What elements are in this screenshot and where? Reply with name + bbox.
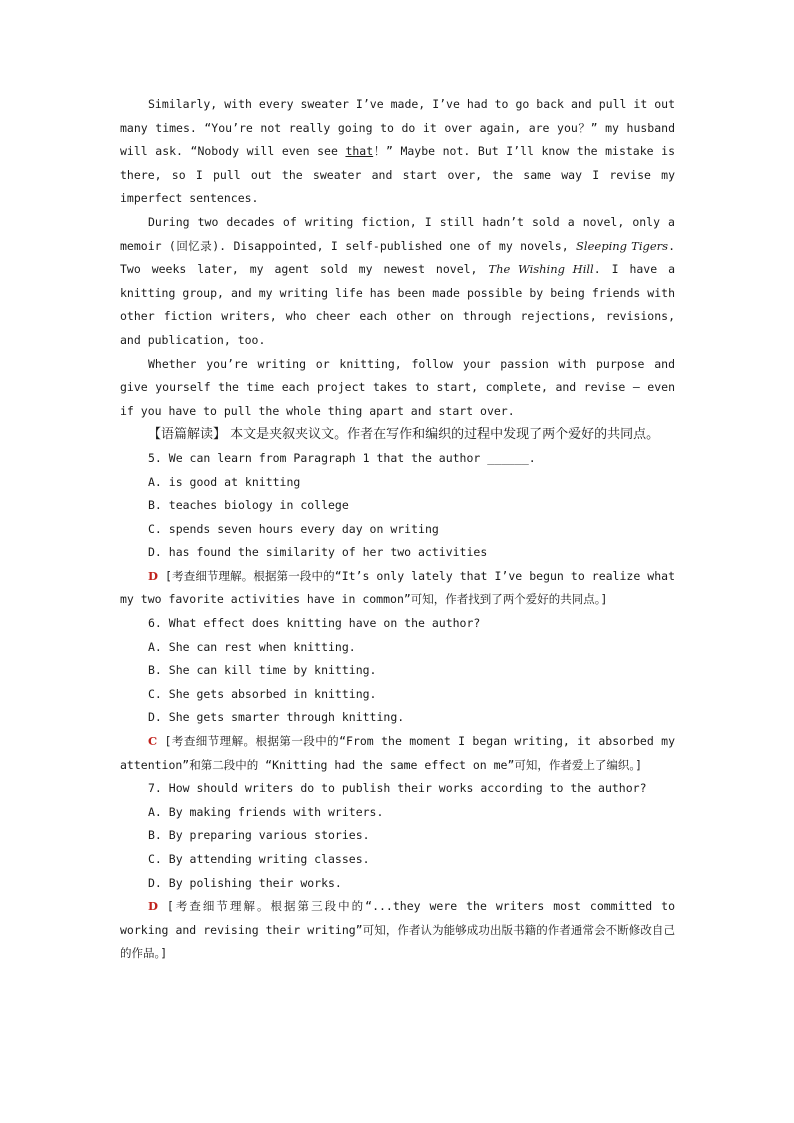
paragraph-5: [120, 211, 675, 353]
option-a: A. By making friends with writers.: [148, 804, 384, 819]
text-run: During two decades of writing fiction, I still hadn’t sold a novel, only a memoir (回忆录). Disappointed, I self-published one of my novels,: [120, 214, 675, 253]
explanation-text: [考查细节理解。根据第一段中的“It’s only lately that I’ve begun to realize what my two favorite activities have in common”可知，作者找到了两个爱好的共同点。]: [120, 568, 675, 607]
answer-letter: C: [148, 734, 158, 749]
underlined-word: that: [345, 144, 374, 159]
option-c: C. She gets absorbed in knitting.: [148, 686, 377, 701]
question-5: [120, 447, 675, 612]
option-c: C. By attending writing classes.: [148, 852, 370, 866]
option-d: D. has found the similarity of her two activities: [148, 545, 488, 560]
question-6: [120, 612, 675, 777]
question-7: [120, 777, 675, 966]
text-run: Similarly, with every sweater I’ve made, I’ve had to go back and pull it out many times. “You’re not really going to do it over again, are you？” my husband will ask. “Nobody will even see: [120, 97, 675, 159]
text-run: ！” Maybe not. But I’ll know the mistake is there, so I pull out the sweater and start over, the same way I revise my imperfect sentences.: [120, 144, 675, 206]
answer-letter: D: [148, 899, 158, 914]
answer-explanation: [120, 565, 675, 612]
explanation-text: [考查细节理解。根据第一段中的“From the moment I began writing, it absorbed my attention”和第二段中的 “Knitting had the same effect on me”可知，作者爱上了编织。]: [120, 734, 675, 772]
option-a: A. She can rest when knitting.: [148, 639, 356, 654]
text-run: . Two weeks later, my agent sold my newest novel,: [120, 238, 676, 277]
answer-letter: D: [148, 568, 158, 583]
book-title: The Wishing Hill: [488, 262, 594, 277]
paragraph-4: [120, 93, 675, 211]
answer-explanation: [120, 895, 675, 966]
book-title: Sleeping Tigers: [576, 238, 669, 253]
analysis-text: 本文是夹叙夹议文。作者在写作和编织的过程中发现了两个爱好的共同点。: [226, 427, 660, 443]
option-a: A. is good at knitting: [148, 474, 301, 489]
paragraph-6: Whether you’re writing or knitting, follow your passion with purpose and give yourself the time each project takes to start, complete, and revise — even if you have to pull the whole thing apart and start over.: [120, 356, 675, 418]
answer-explanation: [120, 730, 675, 777]
option-b: B. By preparing various stories.: [148, 828, 370, 843]
analysis-note: [120, 423, 675, 447]
text-run: . I have a knitting group, and my writing life has been made possible by being friends with other fiction writers, who cheer each other on through rejections, revisions, and publication, too.: [120, 262, 675, 347]
question-stem: 5. We can learn from Paragraph 1 that the author ______.: [148, 450, 536, 465]
analysis-label: 【语篇解读】: [148, 427, 227, 443]
explanation-text: [考查细节理解。根据第三段中的“...they were the writers most committed to working and revising their writing”可知，作者认为能够成功出版书籍的作者通常会不断修改自己的作品。]: [120, 899, 675, 961]
question-stem: 7. How should writers do to publish their works according to the author?: [148, 781, 647, 796]
option-d: D. By polishing their works.: [148, 875, 342, 890]
option-c: C. spends seven hours every day on writing: [148, 521, 439, 536]
document-page: [120, 93, 675, 966]
question-stem: 6. What effect does knitting have on the author?: [148, 616, 481, 631]
option-b: B. She can kill time by knitting.: [148, 663, 377, 678]
option-d: D. She gets smarter through knitting.: [148, 710, 405, 725]
option-b: B. teaches biology in college: [148, 498, 349, 513]
